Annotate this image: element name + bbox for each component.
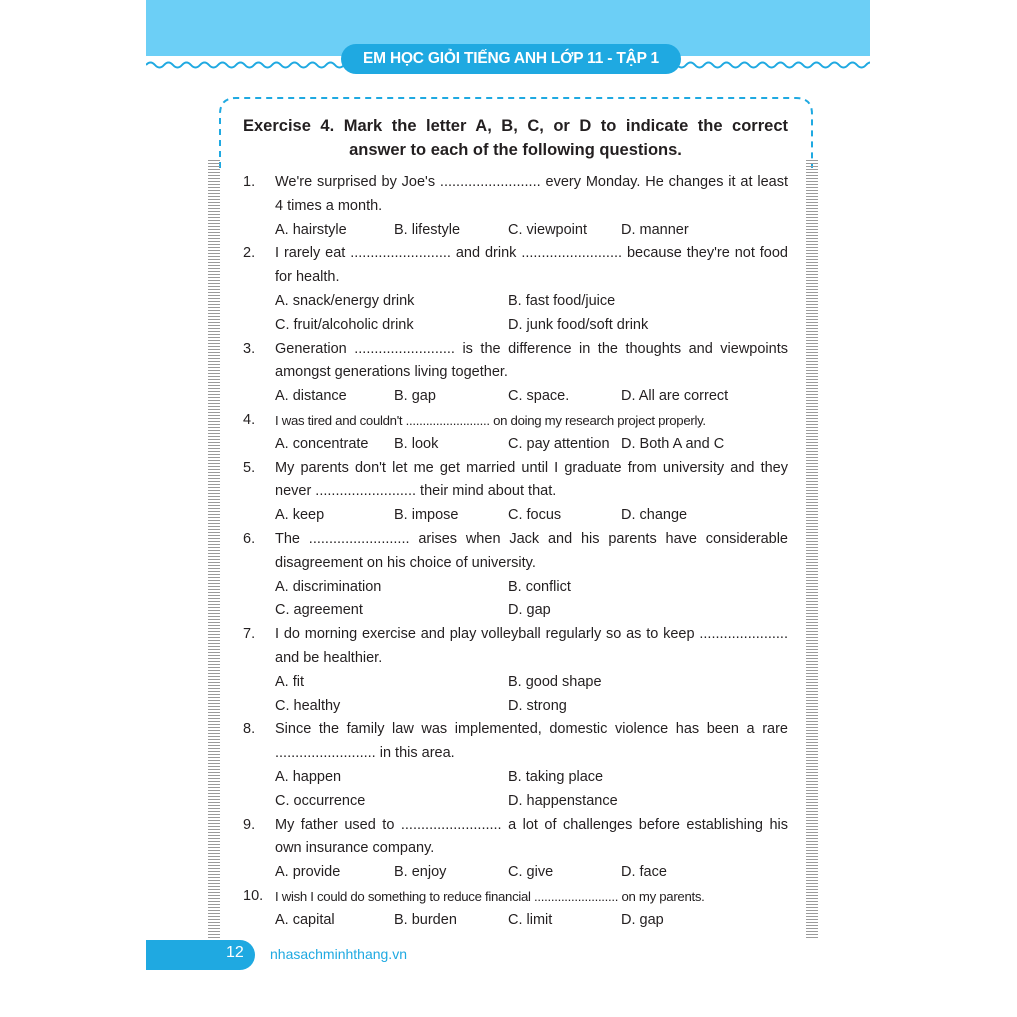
question-stem: I was tired and couldn't ......................... on doing my research project properly. xyxy=(275,412,706,428)
question-8 xyxy=(243,718,788,766)
question-4 xyxy=(243,409,788,433)
option-a: A. discrimination xyxy=(275,578,382,595)
question-number: 2. xyxy=(243,245,256,262)
question-6 xyxy=(243,528,788,576)
option-a: A. keep xyxy=(275,507,325,524)
option-a: A. hairstyle xyxy=(275,221,347,238)
option-c: C. give xyxy=(508,864,554,881)
option-c: C. occurrence xyxy=(275,792,366,809)
question-2-options xyxy=(243,290,788,338)
left-ruler-decoration xyxy=(208,160,222,940)
question-stem: I wish I could do something to reduce financial ......................... on my parents. xyxy=(275,888,705,904)
question-stem: I rarely eat ......................... and drink ......................... because they're not food for health. xyxy=(275,245,788,286)
option-d: D. All are correct xyxy=(621,388,729,405)
question-stem: We're surprised by Joe's ......................... every Monday. He changes it at least 4 times a month. xyxy=(275,174,788,214)
option-d: D. change xyxy=(621,507,688,524)
option-d: D. Both A and C xyxy=(621,435,725,452)
question-7 xyxy=(243,623,788,671)
question-3 xyxy=(243,338,788,386)
question-stem: Generation ......................... is the difference in the thoughts and viewpoints amongst generations living together. xyxy=(275,340,788,381)
option-a: A. happen xyxy=(275,768,342,785)
question-number: 4. xyxy=(243,411,256,428)
right-ruler-decoration xyxy=(806,160,820,940)
option-b: B. gap xyxy=(394,388,436,405)
question-number: 6. xyxy=(243,530,256,547)
option-d: D. junk food/soft drink xyxy=(508,316,649,333)
exercise-title xyxy=(243,114,788,162)
option-a: A. concentrate xyxy=(275,435,369,452)
option-a: A. snack/energy drink xyxy=(275,292,415,309)
option-c: C. viewpoint xyxy=(508,221,587,238)
book-title: EM HỌC GIỎI TIẾNG ANH LỚP 11 - TẬP 1 xyxy=(363,50,659,67)
exercise-title-line-1: Exercise 4. Mark the letter A, B, C, or D to indicate the correct xyxy=(243,117,788,135)
question-list xyxy=(243,171,788,933)
question-stem: The ......................... arises when Jack and his parents have considerable disagreement on his choice of university. xyxy=(275,530,788,571)
option-a: A. capital xyxy=(275,911,335,928)
option-b: B. look xyxy=(394,435,439,452)
option-d: D. happenstance xyxy=(508,792,618,809)
question-1 xyxy=(243,171,788,219)
option-b: B. taking place xyxy=(508,768,604,785)
question-number: 1. xyxy=(243,174,256,190)
option-a: A. fit xyxy=(275,673,305,690)
question-7-options xyxy=(243,671,788,719)
option-b: B. lifestyle xyxy=(394,221,461,238)
question-8-options xyxy=(243,766,788,814)
option-b: B. conflict xyxy=(508,578,571,595)
exercise-title-line-2: answer to each of the following questions. xyxy=(349,141,682,159)
option-b: B. good shape xyxy=(508,673,602,690)
option-c: C. focus xyxy=(508,507,562,524)
option-b: B. impose xyxy=(394,507,459,524)
question-9-options xyxy=(243,861,788,885)
question-number: 9. xyxy=(243,816,256,833)
question-stem: Since the family law was implemented, domestic violence has been a rare ......................... in this area. xyxy=(275,721,788,762)
question-stem: My father used to ......................... a lot of challenges before establishing his own insurance company. xyxy=(275,816,788,857)
option-b: B. burden xyxy=(394,911,457,928)
question-1-options xyxy=(243,219,788,243)
question-9 xyxy=(243,814,788,862)
question-2 xyxy=(243,242,788,290)
question-number: 5. xyxy=(243,459,256,476)
question-number: 3. xyxy=(243,340,256,357)
option-c: C. fruit/alcoholic drink xyxy=(275,316,414,333)
option-c: C. pay attention xyxy=(508,435,610,452)
option-a: A. distance xyxy=(275,388,347,405)
question-10-options xyxy=(243,909,788,933)
question-stem: I do morning exercise and play volleyball regularly so as to keep ...................... and be healthier. xyxy=(275,626,788,666)
question-5 xyxy=(243,457,788,505)
page-number: 12 xyxy=(226,944,244,961)
option-d: D. gap xyxy=(621,911,664,928)
option-b: B. enjoy xyxy=(394,864,447,881)
option-c: C. agreement xyxy=(275,602,363,619)
question-number: 10. xyxy=(243,887,264,904)
option-d: D. face xyxy=(621,864,667,881)
question-4-options xyxy=(243,433,788,457)
question-3-options xyxy=(243,385,788,409)
question-10 xyxy=(243,885,788,909)
option-b: B. fast food/juice xyxy=(508,292,616,309)
question-6-options xyxy=(243,576,788,624)
question-stem: My parents don't let me get married until I graduate from university and they never ......................... their mind about that. xyxy=(275,459,788,500)
option-d: D. strong xyxy=(508,697,567,714)
question-number: 8. xyxy=(243,721,256,738)
website-link[interactable]: nhasachminhthang.vn xyxy=(270,946,407,962)
question-5-options xyxy=(243,504,788,528)
option-c: C. healthy xyxy=(275,697,341,714)
option-c: C. space. xyxy=(508,388,570,405)
question-number: 7. xyxy=(243,626,256,643)
option-d: D. manner xyxy=(621,221,689,238)
option-a: A. provide xyxy=(275,864,341,881)
option-d: D. gap xyxy=(508,602,551,619)
option-c: C. limit xyxy=(508,911,553,928)
